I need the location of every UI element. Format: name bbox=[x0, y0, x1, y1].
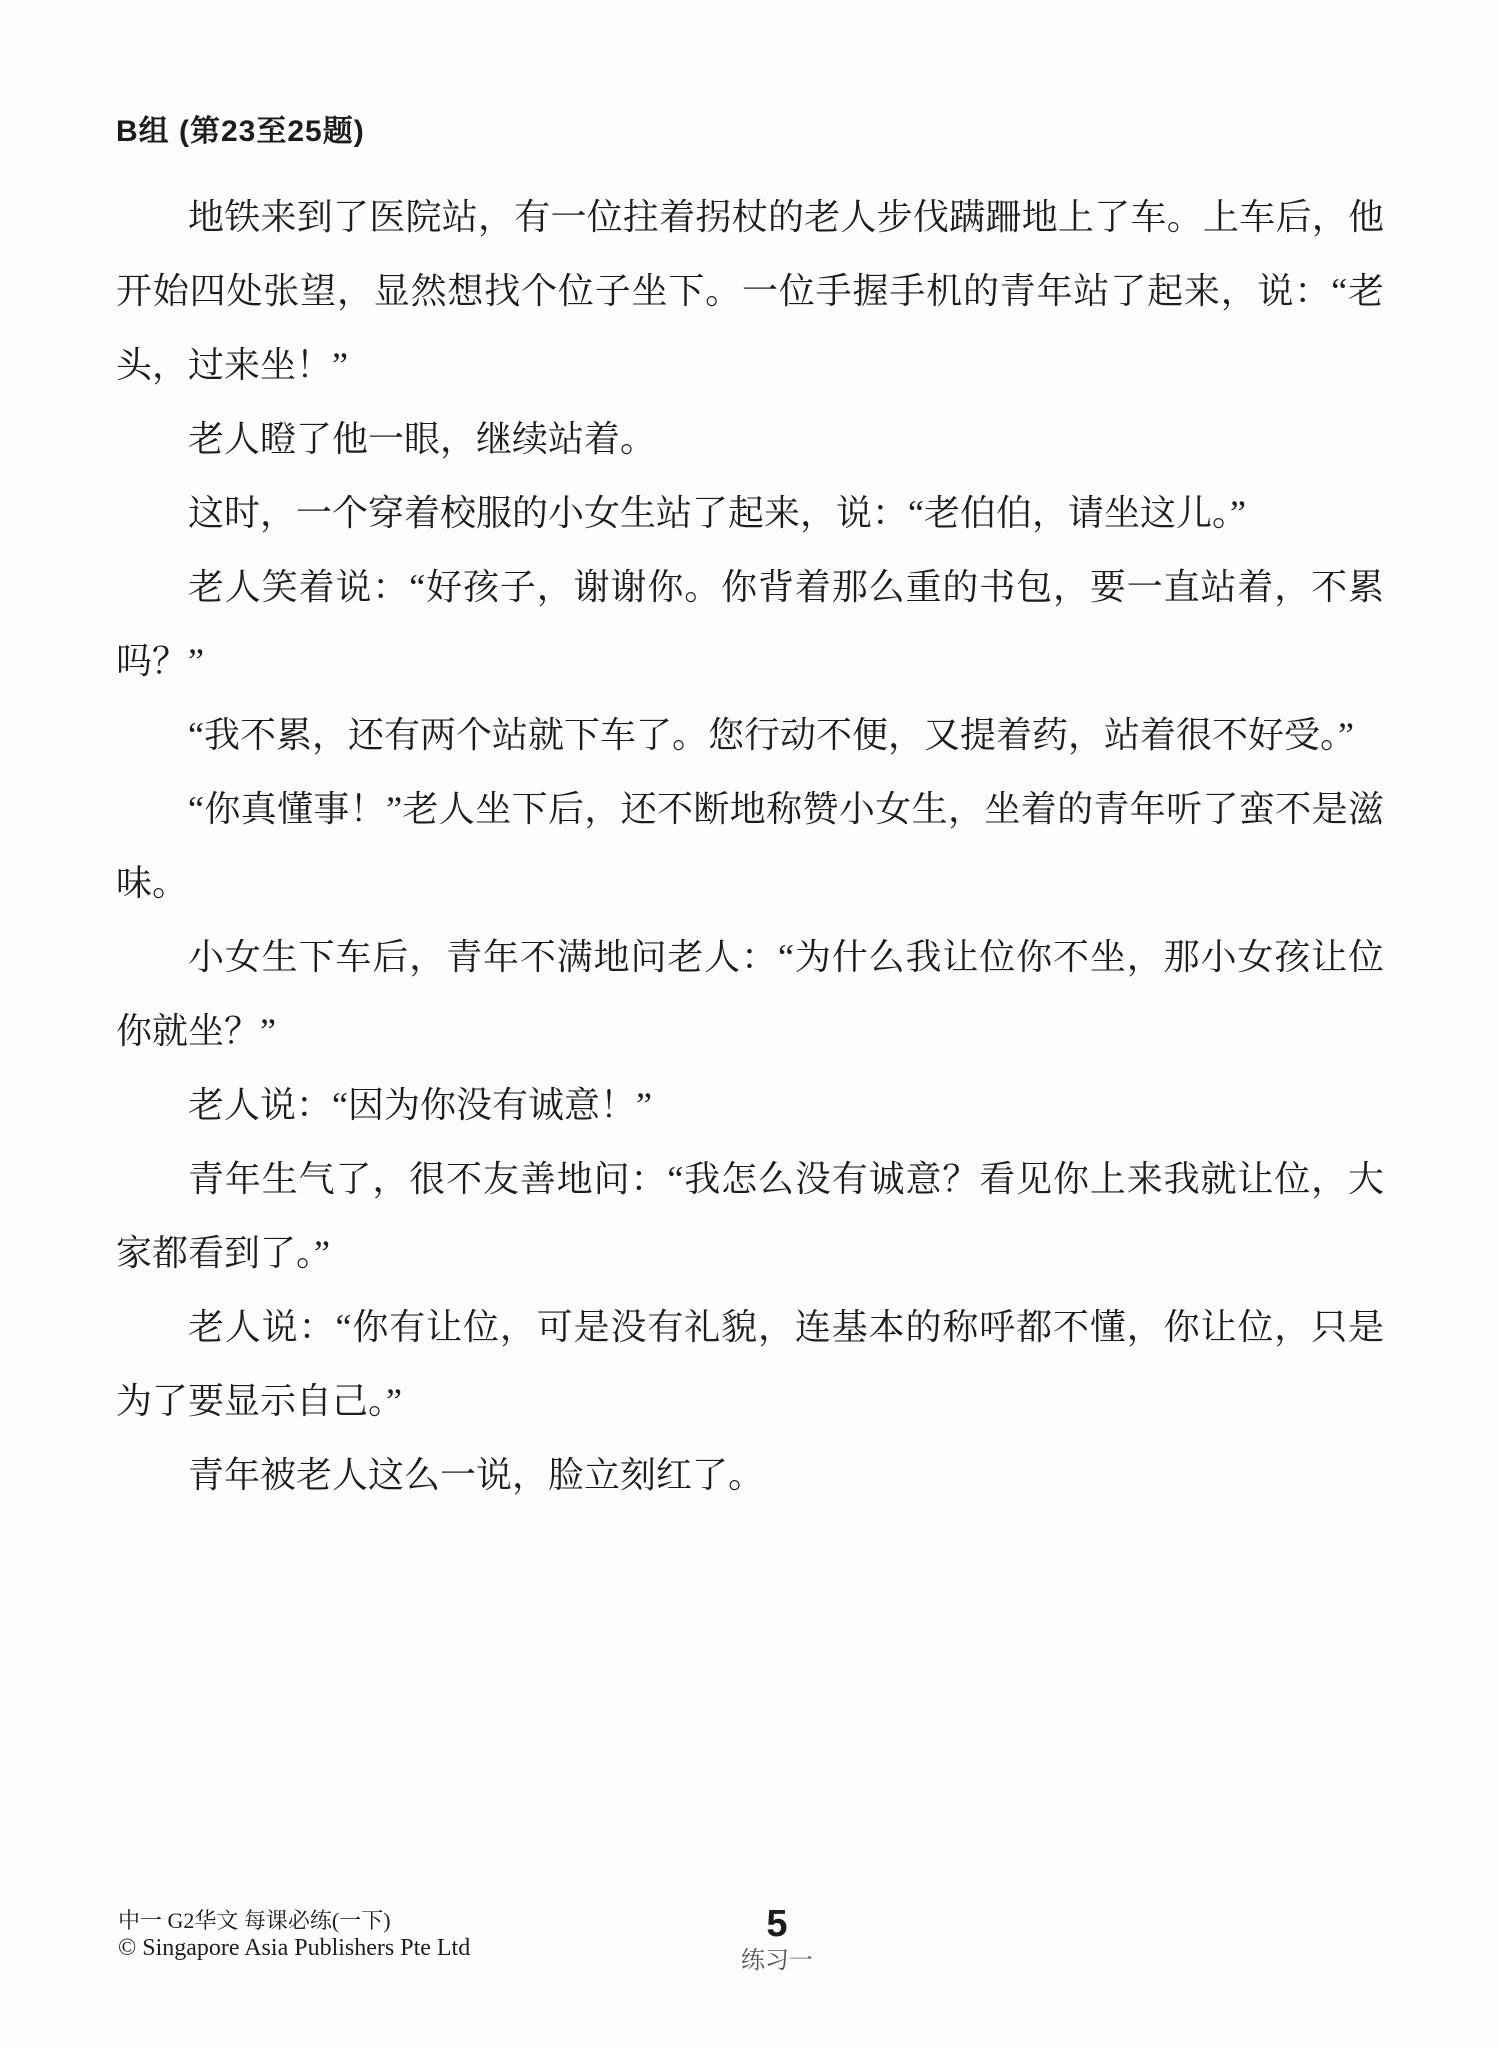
paragraph: “我不累，还有两个站就下车了。您行动不便，又提着药，站着很不好受。” bbox=[188, 715, 1354, 755]
paragraph: 青年被老人这么一说，脸立刻红了。 bbox=[188, 1455, 765, 1495]
paragraph: 地铁来到了医院站，有一位拄着拐杖的老人步伐蹒跚地上了车。上车后，他开始四处张望，显然想找个位子坐下。一位手握手机的青年站了起来，说：“老头，过来坐！” bbox=[116, 197, 1384, 385]
paragraph: “你真懂事！”老人坐下后，还不断地称赞小女生，坐着的青年听了蛮不是滋味。 bbox=[116, 789, 1384, 903]
passage bbox=[116, 180, 1384, 1512]
footer-page-number-block bbox=[657, 1904, 897, 1976]
copyright-notice: © Singapore Asia Publishers Pte Ltd bbox=[118, 1935, 471, 1961]
paragraph: 小女生下车后，青年不满地问老人：“为什么我让位你不坐，那小女孩让位你就坐？” bbox=[116, 937, 1384, 1051]
footer-left bbox=[118, 1908, 470, 1962]
book-series-title: 中一 G2华文 每课必练(一下) bbox=[118, 1908, 391, 1933]
paragraph: 老人瞪了他一眼，继续站着。 bbox=[188, 419, 657, 459]
paragraph: 老人说：“你有让位，可是没有礼貌，连基本的称呼都不懂，你让位，只是为了要显示自己。” bbox=[116, 1307, 1384, 1421]
paragraph: 青年生气了，很不友善地问：“我怎么没有诚意？看见你上来我就让位，大家都看到了。” bbox=[116, 1159, 1384, 1273]
paragraph: 老人说：“因为你没有诚意！” bbox=[188, 1085, 652, 1125]
paragraph: 老人笑着说：“好孩子，谢谢你。你背着那么重的书包，要一直站着，不累吗？” bbox=[116, 567, 1384, 681]
paragraph: 这时，一个穿着校服的小女生站了起来，说：“老伯伯，请坐这儿。” bbox=[188, 493, 1246, 533]
section-header: B组 (第23至25题) bbox=[116, 115, 365, 148]
page-number: 5 bbox=[766, 1903, 788, 1945]
exercise-label: 练习一 bbox=[741, 1948, 813, 1974]
